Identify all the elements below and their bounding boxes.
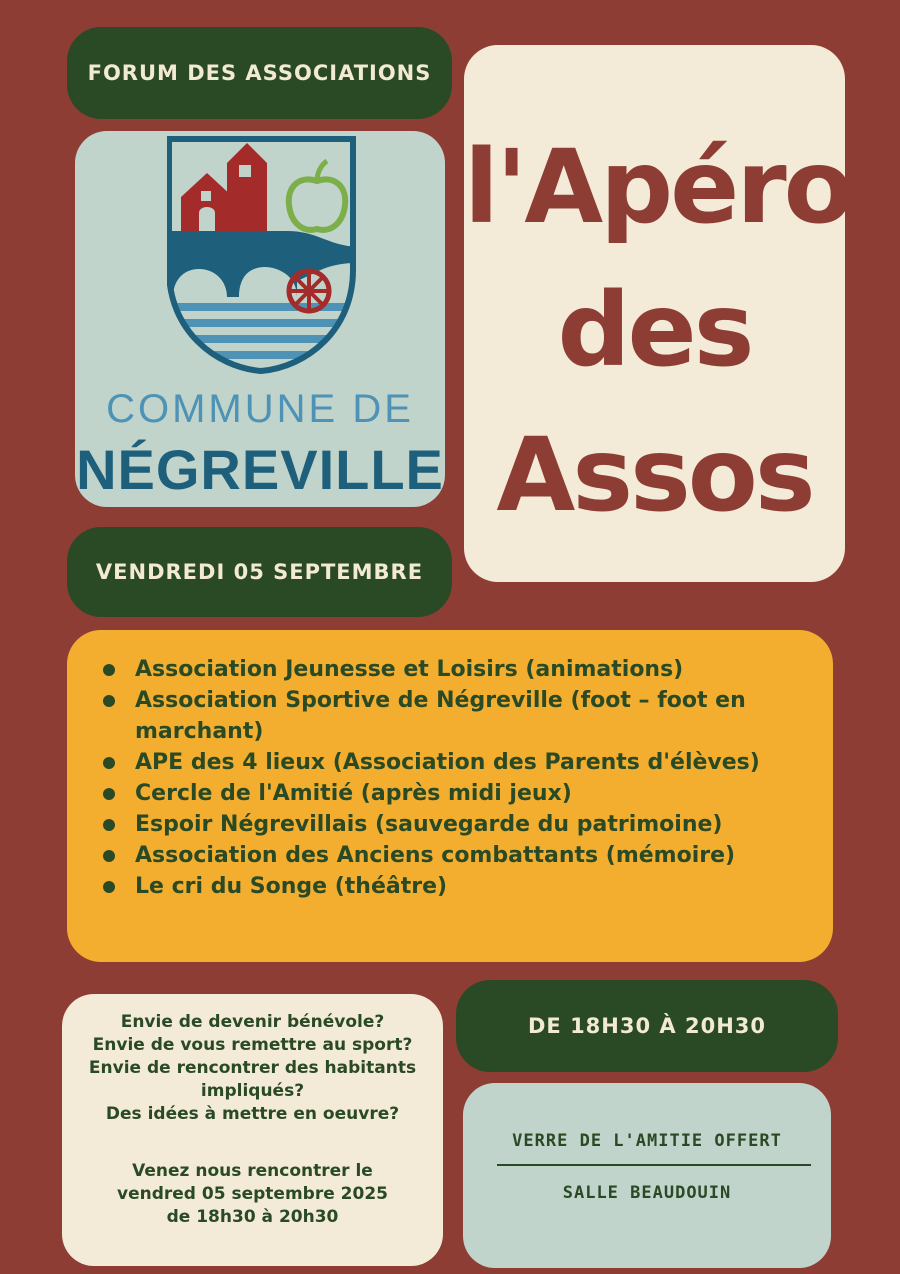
forum-title-pill — [67, 27, 452, 119]
venue-divider — [497, 1164, 811, 1166]
drink-offered-text: VERRE DE L'AMITIE OFFERT — [512, 1131, 782, 1151]
associations-list — [100, 654, 830, 902]
list-item: APE des 4 lieux (Association des Parents d'élèves) — [100, 747, 830, 778]
question-meet-residents-end: impliqués? — [200, 1081, 305, 1101]
event-date: VENDREDI 05 SEPTEMBRE — [95, 560, 424, 584]
bullet-icon — [103, 757, 115, 769]
bullet-icon — [103, 819, 115, 831]
list-item: Association Jeunesse et Loisirs (animations) — [100, 654, 830, 685]
list-item: Cercle de l'Amitié (après midi jeux) — [100, 778, 830, 809]
associations-card — [67, 630, 833, 962]
town-name: NÉGREVILLE — [76, 438, 444, 501]
event-title-line-1: l'Apéro — [464, 128, 851, 247]
list-item: Association Sportive de Négreville (foot – foot en marchant) — [100, 685, 830, 747]
commune-crest-icon — [167, 135, 357, 375]
event-title-line-3: Assos — [496, 416, 813, 535]
question-ideas: Des idées à mettre en oeuvre? — [105, 1104, 400, 1124]
bullet-icon — [103, 788, 115, 800]
bullet-icon — [103, 881, 115, 893]
invite-line-3: de 18h30 à 20h30 — [166, 1207, 339, 1227]
commune-logo-card — [75, 131, 445, 507]
forum-title: FORUM DES ASSOCIATIONS — [87, 61, 432, 85]
list-item: Le cri du Songe (théâtre) — [100, 871, 830, 902]
event-title-card — [464, 45, 851, 582]
question-meet-residents: Envie de rencontrer des habitants — [88, 1058, 417, 1078]
invite-line-1: Venez nous rencontrer le — [132, 1161, 373, 1181]
commune-label: COMMUNE DE — [106, 387, 414, 431]
question-volunteer: Envie de devenir bénévole? — [120, 1012, 385, 1032]
list-item: Association des Anciens combattants (mémoire) — [100, 840, 830, 871]
venue-name: SALLE BEAUDOUIN — [562, 1183, 732, 1203]
event-time-pill — [456, 980, 838, 1072]
question-sport: Envie de vous remettre au sport? — [92, 1035, 413, 1055]
invite-line-2: vendred 05 septembre 2025 — [117, 1184, 388, 1204]
bullet-icon — [103, 695, 115, 707]
invitation-card — [62, 994, 443, 1266]
event-date-pill — [67, 527, 452, 617]
venue-card — [463, 1083, 831, 1268]
list-item: Espoir Négrevillais (sauvegarde du patrimoine) — [100, 809, 830, 840]
bullet-icon — [103, 850, 115, 862]
event-time: DE 18H30 À 20H30 — [527, 1014, 766, 1038]
bullet-icon — [103, 664, 115, 676]
event-title-line-2: des — [557, 271, 752, 390]
